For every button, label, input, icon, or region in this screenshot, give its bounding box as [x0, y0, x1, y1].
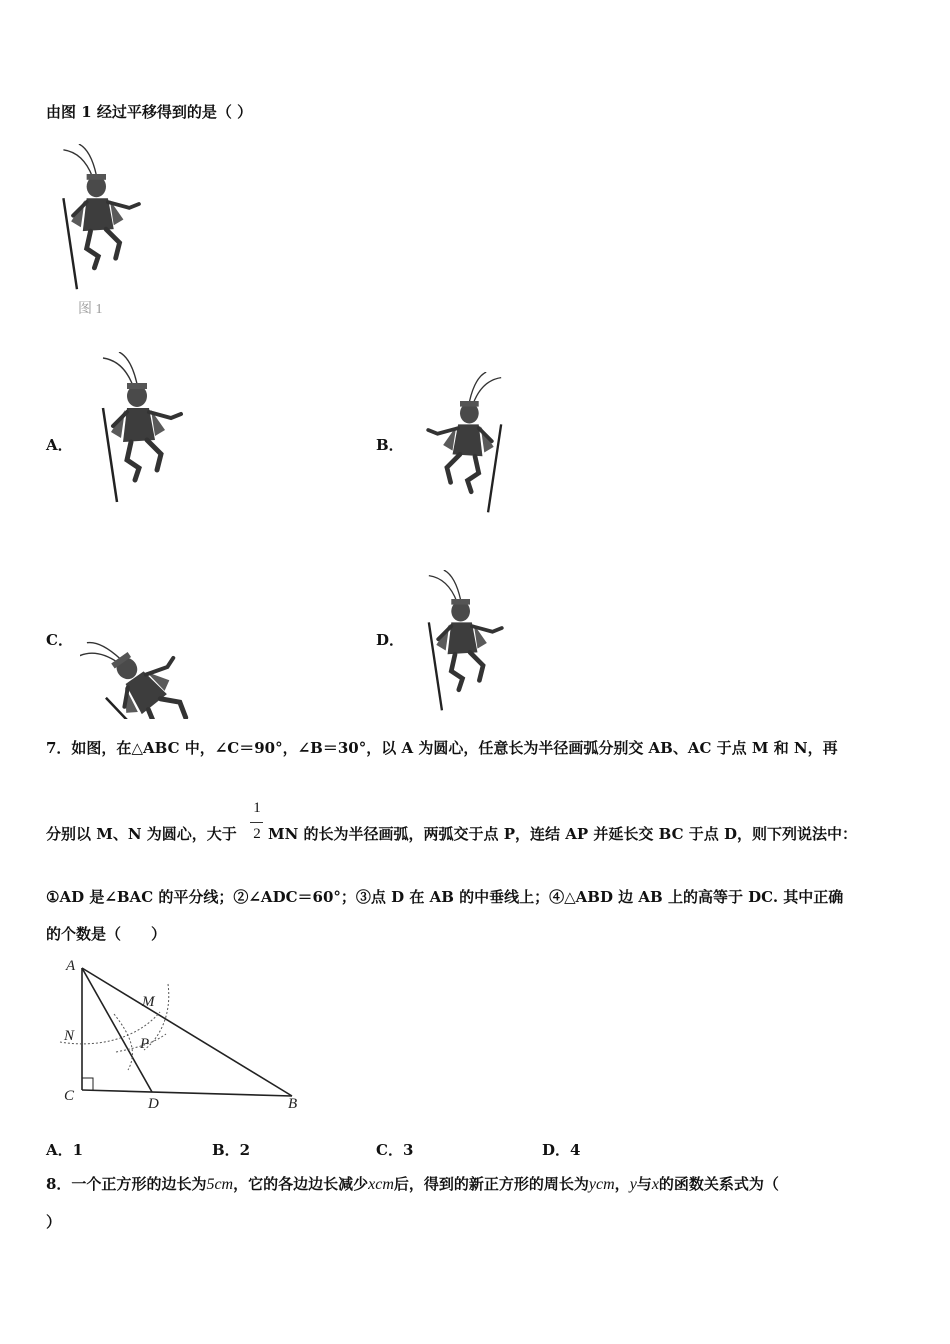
q8-text-1: 8．一个正方形的边长为	[46, 1175, 207, 1193]
q8-text-3: 后，得到的新正方形的周长为	[393, 1175, 589, 1193]
side-ab	[82, 968, 292, 1096]
q8-math-ycm: ycm	[588, 1176, 615, 1193]
right-angle-mark	[82, 1078, 93, 1090]
q6-option-d-image[interactable]	[420, 570, 520, 715]
q6-intro: 由图 1 经过平移得到的是（ ）	[46, 103, 253, 121]
figure-1-monkey	[56, 144, 156, 294]
q7-line-4: 的个数是（ ）	[46, 925, 167, 943]
label-n: N	[64, 1028, 75, 1044]
q6-option-a-image[interactable]	[92, 352, 202, 507]
fraction-bar	[250, 822, 263, 823]
q7-choice-c[interactable]: C．3	[376, 1141, 414, 1159]
q7-choice-b[interactable]: B．2	[212, 1141, 251, 1159]
q6-option-d-label[interactable]: D．	[376, 631, 405, 649]
label-c: C	[64, 1088, 75, 1104]
q8-line-1	[46, 1174, 779, 1195]
label-b: B	[288, 1096, 298, 1112]
q8-math-5cm: 5cm	[206, 1176, 234, 1193]
q6-option-c-label[interactable]: C．	[46, 631, 73, 649]
q6-option-a-label[interactable]: A．	[46, 436, 73, 454]
q7-line-2a: 分别以 M、N 为圆心，大于	[46, 825, 237, 843]
q8-text-4: ，	[614, 1175, 630, 1193]
q7-line-3: ①AD 是∠BAC 的平分线；②∠ADC＝60°；③点 D 在 AB 的中垂线上；④△ABD 边 AB 上的高等于 DC. 其中正确	[46, 888, 844, 906]
q8-math-y: y	[629, 1176, 637, 1193]
label-p: P	[140, 1036, 150, 1052]
q8-math-xcm: xcm	[368, 1176, 394, 1193]
side-cb	[82, 1090, 292, 1096]
figure-1-caption: 图 1	[78, 302, 103, 317]
label-d: D	[148, 1096, 159, 1112]
q8-math-x: x	[651, 1176, 659, 1193]
q8-text-6: 的函数关系式为（	[658, 1175, 779, 1193]
q6-option-b-image[interactable]	[410, 372, 510, 517]
fraction-denominator: 2	[253, 826, 261, 842]
q8-line-2: ）	[46, 1213, 62, 1231]
q7-choice-d[interactable]: D．4	[542, 1141, 581, 1159]
q6-option-b-label[interactable]: B．	[376, 436, 404, 454]
triangle-figure	[56, 954, 336, 1114]
label-a: A	[66, 958, 76, 974]
fraction-numerator: 1	[253, 800, 261, 816]
label-m: M	[142, 994, 155, 1010]
q8-text-2: ，它的各边边长减少	[233, 1175, 369, 1193]
q7-line-2b: MN 的长为半径画弧，两弧交于点 P，连结 AP 并延长交 BC 于点 D，则下列说法中：	[268, 825, 857, 843]
q8-text-5: 与	[636, 1175, 652, 1193]
q6-option-c-image[interactable]	[80, 594, 210, 719]
bisector-ad	[82, 968, 152, 1092]
q7-line-1: 7．如图，在△ABC 中，∠C＝90°，∠B＝30°，以 A 为圆心，任意长为半径画弧分别交 AB、AC 于点 M 和 N，再	[46, 739, 838, 757]
q7-choice-a[interactable]: A．1	[46, 1141, 84, 1159]
